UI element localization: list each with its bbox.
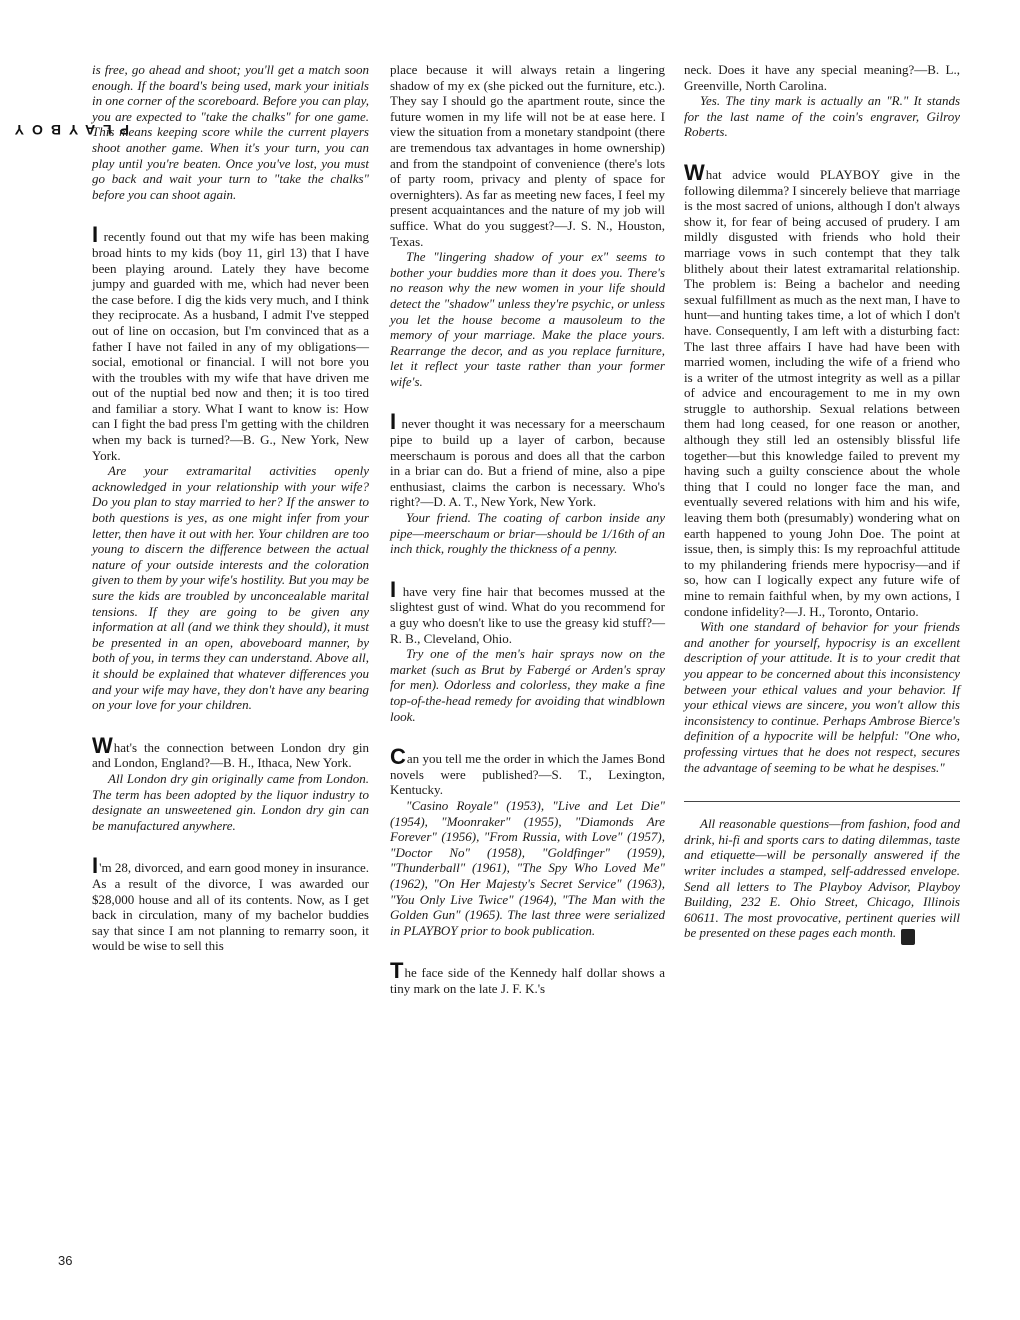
answer-text: The "lingering shadow of your ex" seems to bother your buddies more than it does you. There's no reason why the new women in your life should detect the "shadow" unless they're psychic, or unless you let the house become a mausoleum to the memory of your marriage. Make the place yours. Rearrange the decor, and as you replace furniture, let it reflect your taste rather than your former wife's. [390,249,665,389]
question-text [684,159,960,619]
advice-entry [684,62,960,140]
advice-entry [390,958,665,996]
question-body: hat advice would PLAYBOY give in the following dilemma? I sincerely believe that marriage is the most sacred of unions, although I don't always show it, for fear of being accused of prudery. I am mildly disgusted with friends who hold their marriage vows in such contempt that they talk blithely about their latest extramarital relationship. The problem is: Being a bachelor and needing sexual fulfillment as much as the next man, I have to hunt—and hunting takes time, a lot of which I don't have. Consequently, I am left with a disturbing fact: The last three affairs I have had have been with married women, including the wife of a friend who is a writer of the utmost integrity as well as a pillar of advice and encouragement to me in my own struggle to authorship. Sexual relations between them had long ceased, for one reason or another, although they still led an ostensibly blissful life together—but this knowledge failed to prevent my having such a guilty conscience about the whole thing that I could no longer face the man, and eventually severed relations with him and his wife, leaving them both (presumably) wondering what on earth happened to young John Doe. The point at issue, then, is simply this: Is my reproachful attitude to my philandering friends mere hypocrisy—and if so, how can I logically expect any future wife of mine to remain faithful when, by my own actions, I condone infidelity?—J. H., Toronto, Ontario. [684,166,960,619]
divider-rule [684,801,960,802]
answer-text: "Casino Royale" (1953), "Live and Let Die" (1954), "Moonraker" (1955), "Diamonds Are Forever" (1956), "From Russia, with Love" (1957), "Doctor No" (1958), "Goldfinger" (1959), "Thunderball" (1961), "The Spy Who Loved Me" (1962), "On Her Majesty's Secret Service" (1963), "You Only Live Twice" (1964), "The Man with the Golden Gun" (1965). The last three were serialized in PLAYBOY prior to book publication. [390,797,665,938]
drop-cap: W [684,159,705,185]
submission-note [684,816,960,945]
answer-text: Your friend. The coating of carbon inside any pipe—meerschaum or briar—should be 1/16th of an inch thick, roughly the thickness of a penny. [390,510,665,557]
question-body: 'm 28, divorced, and earn good money in insurance. As a result of the divorce, I was awarded our $28,000 house and all of its contents. Now, as I get back in circulation, many of my bachelor buddies say that since I am not planning to remarry soon, it would be wise to sell this [92,860,369,954]
column-middle [390,62,665,1022]
answer-text: All London dry gin originally came from London. The term has been adopted by the liquor industry to designate an unsweetened gin. London dry gin can be manufactured anywhere. [92,770,369,833]
question-body: an you tell me the order in which the James Bond novels were published?—S. T., Lexington, Kentucky. [390,751,665,798]
question-body: never thought it was necessary for a meerschaum pipe to build up a layer of carbon, because meerschaum is porous and does all that the carbon in a briar can do. But a friend of mine, also a pipe enthusiast, claims the carbon is necessary. Who's right?—D. A. T., New York, New York. [390,416,665,510]
running-head-text: PLAYBOY [6,122,130,138]
answer-text: Are your extramarital activities openly acknowledged in your relationship with your wife? Do you plan to stay married to her? If the answer to both questions is yes, as one might infer from your letter, then have it out with her. Your children are too young to discern the difference between the actual nature of your outside interests and the coloration given to them by your wife's hostility. But you may be sure the kids are troubled by unconcealable marital tensions. If they are going to be given any information at all (and we think they should), it must be presented in an open, aboveboard manner, by both of you, in terms they can understand. Above all, it should be explained that whatever differences you and your wife may have, they don't have any bearing on your love for your children. [92,463,369,713]
rabbit-head-end-mark-icon: Y [901,929,915,945]
question-continuation: neck. Does it have any special meaning?—B. L., Greenville, North Carolina. [684,62,960,93]
question-body: have very fine hair that becomes mussed at the slightest gust of wind. What do you recommend for a guy who doesn't like to use the greasy kid stuff?—R. B., Cleveland, Ohio. [390,583,665,646]
question-text [390,409,665,510]
question-text [390,576,665,646]
question-body: recently found out that my wife has been making broad hints to my kids (boy 11, girl 13) that I have been playing around. Lately they have become jumpy and guarded with me, which had never been the case before. I dig the kids very much, and I think they reciprocate. As a husband, I admit I've stepped out of line on occasion, but I'm convinced that as a father I have not failed in any of my obligations—social, emotional or financial. I will not bore you with the troubles with my wife that have driven me out of the nuptial bed now and then; it is too tired and familiar a story. What I want to know is: How can I fight the bad press I'm getting with the children when my back is turned?—B. G., New York, New York. [92,229,369,463]
advice-entry [390,62,665,389]
column-right [684,62,960,945]
answer-text: With one standard of behavior for your friends and another for yourself, hypocrisy is an excellent description of your attitude. It is to your credit that you appear to be concerned about this inconsistency between your ethical values and your behavior. If your ethical views are sincere, you won't allow this inconsistency to continue. Perhaps Ambrose Bierce's definition of a hypocrite will be helpful: "One who, professing virtues that he does not respect, secures the advantage of seeming to be what he despises." [684,619,960,775]
page-number: 36 [58,1253,73,1268]
running-head [6,60,130,200]
drop-cap: I [390,576,397,602]
drop-cap: T [390,958,404,984]
advice-entry [92,62,369,202]
question-text [92,853,369,954]
answer-text: Yes. The tiny mark is actually an "R." It stands for the last name of the coin's engraver, Gilroy Roberts. [684,93,960,140]
drop-cap: I [390,409,397,435]
drop-cap: W [92,732,113,758]
question-text [92,222,369,463]
question-body: he face side of the Kennedy half dollar shows a tiny mark on the late J. F. K.'s [390,965,665,996]
question-text [390,744,665,798]
question-continuation: place because it will always retain a lingering shadow of my ex (she picked out the furniture, etc.). They say I should go the apartment route, since the future women in my life will not be at ease here. I view the situation from a monetary standpoint (there are tremendous tax advantages in home ownership) and from the standpoint of convenience (there's lots of party room, privacy and plenty of space for overnighters). As far as meeting new faces, I feel my present acquaintances and the nature of my job will suffice. What do you suggest?—J. S. N., Houston, Texas. [390,62,665,249]
question-text [390,958,665,996]
advice-entry [92,853,369,954]
advice-entry [390,409,665,557]
advice-entry [390,576,665,724]
question-text [92,732,369,771]
question-body: hat's the connection between London dry gin and London, England?—B. H., Ithaca, New York. [92,739,369,771]
drop-cap: I [92,853,99,879]
advice-entry [92,222,369,713]
answer-text: is free, go ahead and shoot; you'll get a match soon enough. If the board's being used, mark your initials in one corner of the scoreboard. Before you can play, you are expected to "take the chalks" for one game. This means keeping score while the current players shoot another game. When it's your turn, you can play until you're beaten. Once you've lost, you must go back and wait your turn to "take the chalks" before you can shoot again. [92,62,369,202]
advice-entry [684,159,960,775]
submission-note-text: All reasonable questions—from fashion, food and drink, hi-fi and sports cars to dating dilemmas, taste and etiquette—will be personally answered if the writer includes a stamped, self-addressed envelope. Send all letters to The Playboy Advisor, Playboy Building, 232 E. Ohio Street, Chicago, Illinois 60611. The most provocative, pertinent queries will be presented on these pages each month. [684,816,960,941]
drop-cap: I [92,222,99,248]
answer-text: Try one of the men's hair sprays now on the market (such as Brut by Fabergé or Arden's spray for men). Odorless and colorless, they make a fine top-of-the-head remedy for avoiding that windblown look. [390,646,665,724]
advice-entry [92,732,369,834]
column-left [92,62,369,980]
drop-cap: C [390,744,406,770]
advice-entry [390,744,665,938]
